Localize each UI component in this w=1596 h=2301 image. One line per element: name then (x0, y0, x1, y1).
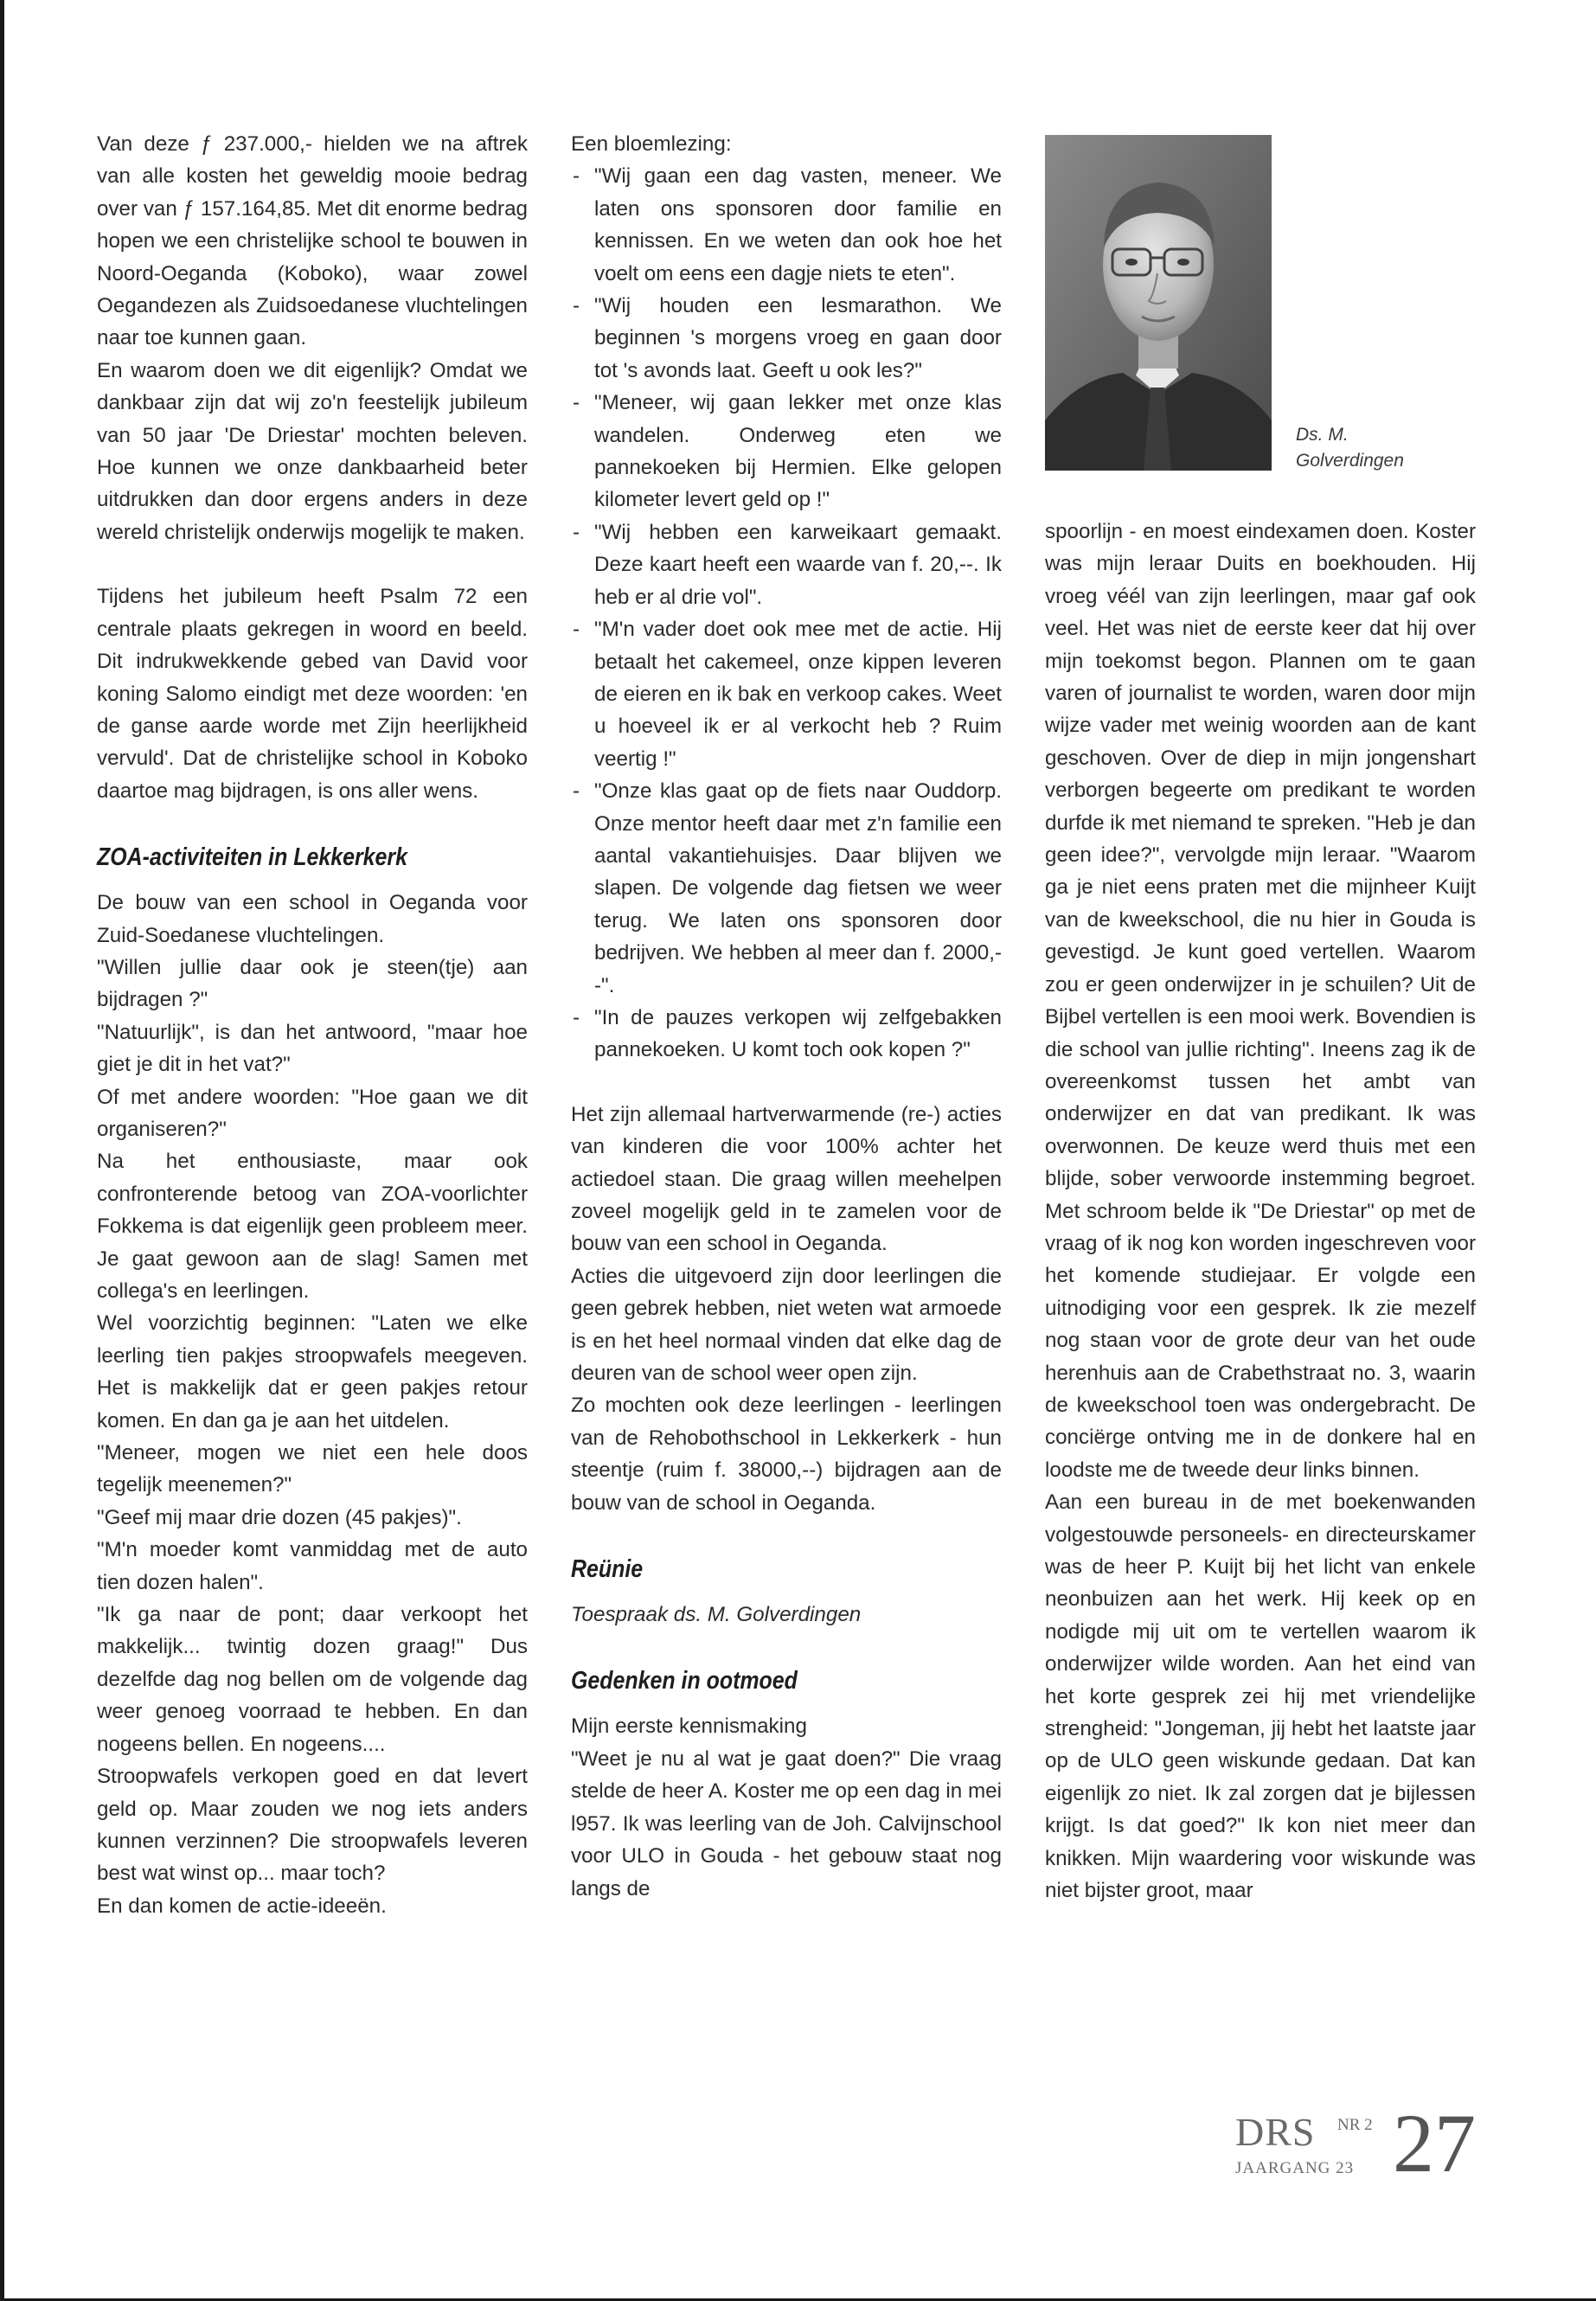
photo-caption: Ds. M. Golverdingen (1296, 425, 1404, 471)
section-heading-reunie: Reünie (571, 1555, 644, 1584)
paragraph: En dan komen de actie-ideeën. (97, 1894, 387, 1918)
paragraph: Stroopwafels verkopen goed en dat levert geld op. Maar zouden we nog iets anders kunnen verzinnen? Die stroopwafels leveren best wat winst op... maar toch? (97, 1765, 528, 1886)
paragraph: Na het enthousiaste, maar ook confronterende betoog van ZOA-voorlichter Fokkema is dat eigenlijk geen probleem meer. Je gaat gewoon aan de slag! Samen met collega's en leerlingen. (97, 1150, 528, 1303)
subtitle: Toespraak ds. M. Golverdingen (571, 1603, 862, 1627)
list-item: - "Wij gaan een dag vasten, meneer. We laten ons sponsoren door familie en kennissen. En we weten dan ook hoe het voelt om eens een dagje niets te eten". (571, 160, 1002, 290)
paragraph: Of met andere woorden: "Hoe gaan we dit organiseren?" (97, 1085, 528, 1141)
quote-list (571, 160, 1002, 1066)
paragraph: "M'n moeder komt vanmiddag met de auto tien dozen halen". (97, 1538, 528, 1594)
paragraph: "Natuurlijk", is dan het antwoord, "maar hoe giet je dit in het vat?" (97, 1020, 528, 1077)
section-heading-zoa: ZOA-activiteiten in Lekkerkerk (97, 843, 408, 872)
paragraph: Wel voorzichtig beginnen: "Laten we elke leerling tien pakjes stroopwafels meegeven. Het is makkelijk dat er geen pakjes retour komen. En dan ga je aan het uitdelen. (97, 1311, 528, 1433)
column-1 (97, 128, 528, 1922)
section-heading-gedenken: Gedenken in ootmoed (571, 1667, 798, 1695)
list-item: - "In de pauzes verkopen wij zelfgebakken pannekoeken. U komt toch ook kopen ?" (571, 1002, 1002, 1067)
paragraph: "Meneer, mogen we niet een hele doos tegelijk meenemen?" (97, 1441, 528, 1497)
paragraph: "Weet je nu al wat je gaat doen?" Die vraag stelde de heer A. Koster me op een dag in mei l957. Ik was leerling van de Joh. Calvijnschool voor ULO in Gouda - het gebouw staat nog langs de (571, 1747, 1002, 1900)
page-footer (1235, 2097, 1486, 2199)
list-item: - "Onze klas gaat op de fiets naar Ouddorp. Onze mentor heeft daar met z'n familie een aantal vakantiehuisjes. Daar blijven we slapen. De volgende dag fietsen we weer terug. We laten ons sponsoren door bedrijven. We hebben al meer dan f. 2000,--". (571, 775, 1002, 1002)
paragraph: "Geef mij maar drie dozen (45 pakjes)". (97, 1505, 462, 1529)
paragraph: Aan een bureau in de met boekenwanden volgestouwde personeels- en directeurskamer was de heer P. Kuijt bij het licht van enkele neonbuizen aan het werk. Hij keek op en nodigde mij uit om te vertellen waarom ik onderwijzer wilde worden. Aan het eind van het korte gesprek zei hij met vriendelijke strengheid: "Jongeman, jij hebt het laatste jaar op de ULO geen wiskunde gedaan. Dat kan eigenlijk zo niet. Ik zal zorgen dat je bijlessen krijgt. Is dat goed?" Ik kon niet meer dan knikken. Mijn waardering voor wiskunde was niet bijster groot, maar (1045, 1490, 1476, 1903)
paragraph: Het zijn allemaal hartverwarmende (re-) acties van kinderen die voor 100% achter het actiedoel staan. Die graag willen meehelpen zoveel mogelijk geld in te zamelen voor de bouw van een school in Oeganda. (571, 1102, 1002, 1256)
paragraph: Tijdens het jubileum heeft Psalm 72 een centrale plaats gekregen in woord en beeld. Dit indrukwekkende gebed van David voor koning Salomo eindigt met deze woorden: 'en de ganse aarde worde met Zijn heerlijkheid vervuld'. Dat de christelijke school in Koboko daartoe mag bijdragen, is ons aller wens. (97, 585, 528, 803)
paragraph: Van deze ƒ 237.000,- hielden we na aftrek van alle kosten het geweldig mooie bedrag over van ƒ 157.164,85. Met dit enorme bedrag hopen we een christelijke school te bouwen in Noord-Oeganda (Koboko), waar zowel Oegandezen als Zuidsoedanese vluchtelingen naar toe kunnen gaan. (97, 132, 528, 350)
paragraph: De bouw van een school in Oeganda voor Zuid-Soedanese vluchtelingen. (97, 891, 528, 947)
volume-label: JAARGANG 23 (1235, 2159, 1355, 2177)
paragraph: Zo mochten ook deze leerlingen - leerlingen van de Rehobothschool in Lekkerkerk - hun steentje (ruim f. 38000,--) bijdragen aan de bouw van de school in Oeganda. (571, 1394, 1002, 1515)
paragraph: Mijn eerste kennismaking (571, 1715, 807, 1739)
portrait-block (1045, 128, 1476, 516)
column-2 (571, 128, 1002, 1905)
list-item: - "Meneer, wij gaan lekker met onze klas wandelen. Onderweg eten we pannekoeken bij Hermien. Elke gelopen kilometer levert geld op !" (571, 387, 1002, 516)
paragraph: spoorlijn - en moest eindexamen doen. Koster was mijn leraar Duits en boekhouden. Hij vroeg véél van zijn leerlingen, maar gaf ook veel. Het was niet de eerste keer dat hij over mijn toekomst begon. Plannen om te gaan varen of journalist te worden, waren door mijn wijze vader met weinig woorden aan de kant geschoven. Over de diep in mijn jongenshart verborgen begeerte om predikant te worden durfde ik met niemand te spreken. "Heb je dan geen idee?", vervolgde mijn leraar. "Waarom ga je niet eens praten met die mijnheer Kuijt van de kweekschool, die nu hier in Gouda is gevestigd. Je kunt goed vertellen. Waarom zou er geen onderwijzer in je schuilen? Uit de Bijbel vertellen is een mooi werk. Bovendien is die school van jullie richting". Ineens zag ik de overeenkomst tussen het ambt van onderwijzer en dat van predikant. Ik was overwonnen. De keuze werd thuis met een blijde, sober verwoorde instemming begroet. Met schroom belde ik "De Driestar" op met de vraag of ik nog kon worden ingeschreven voor het komende studiejaar. Er volgde een uitnodiging voor een gesprek. Ik zie mezelf nog staan voor de grote deur van het oude herenhuis aan de Crabethstraat no. 3, waarin de kweekschool toen was ondergebracht. De conciërge ontving me in de donkere hal en loodste me de tweede deur links binnen. (1045, 520, 1476, 1482)
list-item: - "Wij houden een lesmarathon. We beginnen 's morgens vroeg en gaan door tot 's avonds laat. Geeft u ook les?" (571, 290, 1002, 387)
paragraph: "Ik ga naar de pont; daar verkoopt het makkelijk... twintig dozen graag!" Dus dezelfde dag nog bellen om de volgende dag weer genoeg voorraad te hebben. En dan nogeens bellen. En nogeens.... (97, 1603, 528, 1756)
issue-number: NR 2 (1337, 2116, 1373, 2134)
page-edge (0, 0, 4, 2301)
paragraph: En waarom doen we dit eigenlijk? Omdat we dankbaar zijn dat wij zo'n feestelijk jubileum van 50 jaar 'De Driestar' mochten beleven. Hoe kunnen we onze dankbaarheid beter uitdrukken dan door ergens anders in deze wereld christelijk onderwijs mogelijk te maken. (97, 358, 528, 544)
paragraph: "Willen jullie daar ook je steen(tje) aan bijdragen ?" (97, 955, 528, 1012)
column-3 (1045, 128, 1476, 1907)
journal-name: DRS (1235, 2110, 1316, 2154)
portrait-photo (1045, 135, 1272, 471)
paragraph: Acties die uitgevoerd zijn door leerlingen die geen gebrek hebben, niet weten wat armoede is en het heel normaal vinden dat elke dag de deuren van de school weer open zijn. (571, 1264, 1002, 1386)
list-item: - "Wij hebben een karweikaart gemaakt. Deze kaart heeft een waarde van f. 20,--. Ik heb er al drie vol". (571, 516, 1002, 613)
page-number: 27 (1393, 2097, 1476, 2189)
paragraph: Een bloemlezing: (571, 132, 732, 156)
list-item: - "M'n vader doet ook mee met de actie. Hij betaalt het cakemeel, onze kippen leveren de eieren en ik bak en verkoop cakes. Weet u hoeveel ik er al verkocht heb ? Ruim veertig !" (571, 613, 1002, 775)
